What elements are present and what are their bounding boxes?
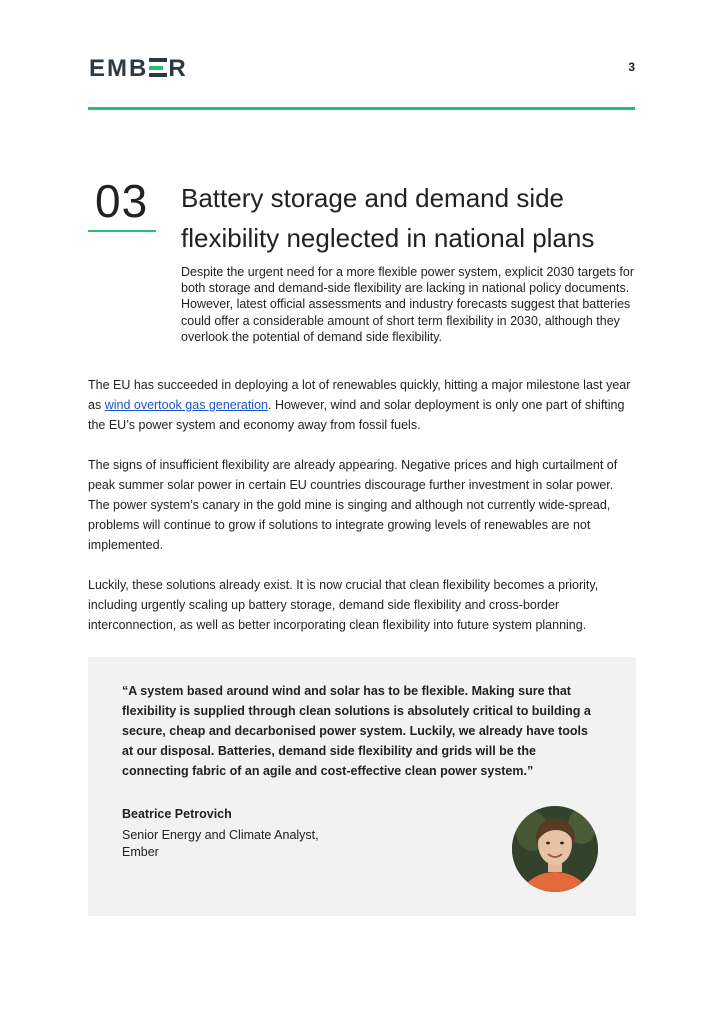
section-number-underline: [88, 230, 156, 232]
logo-e-mark-icon: [149, 58, 167, 77]
wind-overtook-gas-link[interactable]: wind overtook gas generation: [104, 398, 268, 412]
section-title-line-2: flexibility neglected in national plans: [181, 223, 595, 253]
section-number: 03: [95, 175, 149, 227]
section-title: [181, 178, 641, 258]
section-title-line-1: Battery storage and demand side: [181, 183, 565, 213]
logo-text-right: R: [168, 55, 188, 82]
quote-author-name: Beatrice Petrovich: [122, 807, 232, 821]
page-number: 3: [628, 60, 635, 74]
paragraph-1-text-before: The EU has succeeded in deploying a lot of renewables quickly, hitting a major milestone last year as: [88, 378, 631, 412]
ember-logo: [89, 55, 188, 83]
paragraph-1-text-after: . However, wind and solar deployment is only one part of shifting the EU’s power system and economy away from fossil fuels.: [88, 398, 625, 432]
body-paragraph-3: Luckily, these solutions already exist. It is now crucial that clean flexibility becomes a priority, including urgently scaling up battery storage, demand side flexibility and cross-border interconnection, as well as better incorporating clean flexibility into future system planning.: [88, 578, 599, 632]
quote-text: “A system based around wind and solar has to be flexible. Making sure that flexibility is supplied through clean solutions is absolutely critical to building a secure, cheap and decarbonised power system. Luckily, we already have tools at our disposal. Batteries, demand side flexibility and grids will be the connecting fabric of an agile and cost-effective clean power system.”: [122, 684, 591, 778]
quote-author-role: [122, 827, 382, 861]
author-portrait-icon: [512, 806, 598, 892]
logo-text-left: EMB: [89, 55, 149, 82]
body-paragraph-2: The signs of insufficient flexibility are already appearing. Negative prices and high curtailment of peak summer solar power in certain EU countries discourage further investment in solar power. The power system’s canary in the gold mine is singing and although not currently wide-spread, problems will continue to grow if solutions to integrate growing levels of renewables are not implemented.: [88, 458, 618, 552]
section-intro: Despite the urgent need for a more flexible power system, explicit 2030 targets for both storage and demand-side flexibility are lacking in national policy documents. However, latest official assessments and industry forecasts suggest that batteries could offer a considerable amount of short term flexibility in 2030, although they overlook the potential of demand side flexibility.: [181, 265, 635, 344]
quote-author-role-line-1: Senior Energy and Climate Analyst,: [122, 828, 319, 842]
body-paragraph-1: [88, 375, 638, 435]
quote-author-role-line-2: Ember: [122, 845, 159, 859]
header-divider: [88, 107, 635, 110]
author-photo-avatar: [512, 806, 598, 892]
